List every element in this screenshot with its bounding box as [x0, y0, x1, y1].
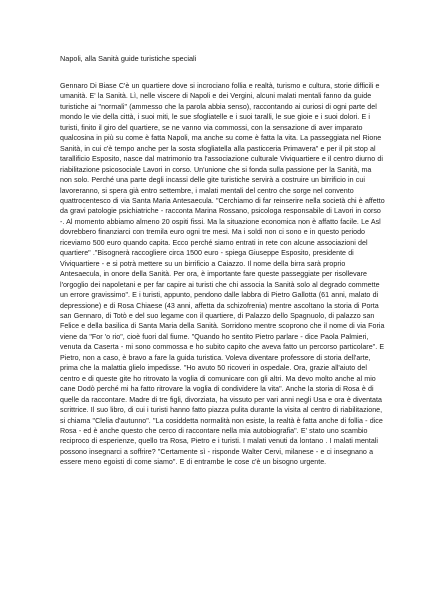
document-title: Napoli, alla Sanità guide turistiche speciali [60, 54, 197, 63]
document-body: Gennaro Di Biase C'è un quartiere dove si incrociano follia e realtà, turismo e cultura, storie difficili e umanità. E' la Sanità. Lì, nelle viscere di Napoli e dei Vergini, alcuni malati mentali fanno da guide turistiche ai "normali" (ammesso che la parola abbia senso), raccontando ai curiosi di ogni parte del mondo le vie della città, i suoi miti, le sue sfogliatelle e i suoi taralli, le sue gioie e i suoi dolori. E i turisti, finito il giro del quartiere, se ne vanno via commossi, con la sensazione di aver imparato qualcosina in più su come è fatta Napoli, ma anche su come è fatta la vita. La passeggiata nel Rione Sanità, in cui c'è tempo anche per la sosta sfogliatella alla pasticceria Primavera" e per il pit stop al tarallificio Esposito, nasce dal matrimonio tra l'associazione culturale Viviquartiere e il centro diurno di riabilitazione psicosociale Lavori in corso. Un'unione che si fonda sulla passione per la Sanità, ma non solo. Perché una parte degli incassi delle gite turistiche servirà a costruire un birrificio in cui lavoreranno, si spera già entro settembre, i malati mentali del centro che sorge nel convento quattrocentesco di via Santa Maria Antesaecula. "Cerchiamo di far reinserire nella società chi è affetto da gravi patologie psichiatriche - racconta Marina Rossano, psicologa responsabile di Lavori in corso -. Al momento abbiamo almeno 20 ospiti fissi. Ma la situazione economica non è affatto facile. Le Asl dovrebbero finanziarci con tremila euro ogni tre mesi. Ma i soldi non ci sono e in questo periodo riceviamo 500 euro quando capita. Ecco perché siamo entrati in rete con alcune associazioni del quartiere" ."Bisognerà raccogliere circa 1500 euro - spiega Giuseppe Esposito, presidente di Viviquartiere - e si potrà mettere su un birrificio a Caiazzo. Il nome della birra sarà proprio Antesaecula, in onore della Sanità. Per ora, è importante fare queste passeggiate per risollevare l'orgoglio dei napoletani e per far capire ai turisti che chi associa la Sanità solo al degrado commette un errore gravissimo". E i turisti, appunto, pendono dalle labbra di Pietro Gallotta (61 anni, malato di depressione) e di Rosa Chiaese (43 anni, affetta da schizofrenia) mentre ascoltano la storia di Porta san Gennaro, di Totò e del suo legame con il quartiere, di Palazzo dello Spagnuolo, di palazzo san Felice e della basilica di Santa Maria della Sanità. Sorridono mentre scoprono che il nome di via Foria viene da "For 'o rio", cioè fuori dal fiume. "Quando ho sentito Pietro parlare - dice Paola Palmieri, venuta da Caserta - mi sono commossa e ho subito capito che aveva fatto un percorso particolare". E Pietro, non a caso, è bravo a fare la guida turistica. Voleva diventare professore di storia dell'arte, prima che la malattia glielo impedisse. "Ho avuto 50 ricoveri in ospedale. Ora, grazie all'aiuto del centro e di queste gite ho ritrovato la voglia di comunicare con gli altri. Ma devo molto anche al mio cane Dodò perché mi ha fatto ritrovare la voglia di condividere la vita". Anche la storia di Rosa è di quelle da raccontare. Madre di tre figli, divorziata, ha vissuto per vari anni negli Usa e ora è diventata scrittrice. Il suo libro, di cui i turisti hanno fatto piazza pulita durante la visita al centro di riabilitazione, si chiama "Clelia d'autunno". "La cosiddetta normalità non esiste, la realtà è fatta anche di follia - dice Rosa - ed è anche questo che cerco di raccontare nella mia autobiografia". E' stato uno scambio reciproco di esperienze, quello tra Rosa, Pietro e i turisti. I malati venuti da lontano . I malati mentali possono insegnarci a soffrire? "Certamente sì - risponde Walter Cervi, milanese - e ci insegnano a essere meno egoisti di come siamo". E di entrambe le cose c'è un bisogno urgente. [60, 82, 385, 467]
